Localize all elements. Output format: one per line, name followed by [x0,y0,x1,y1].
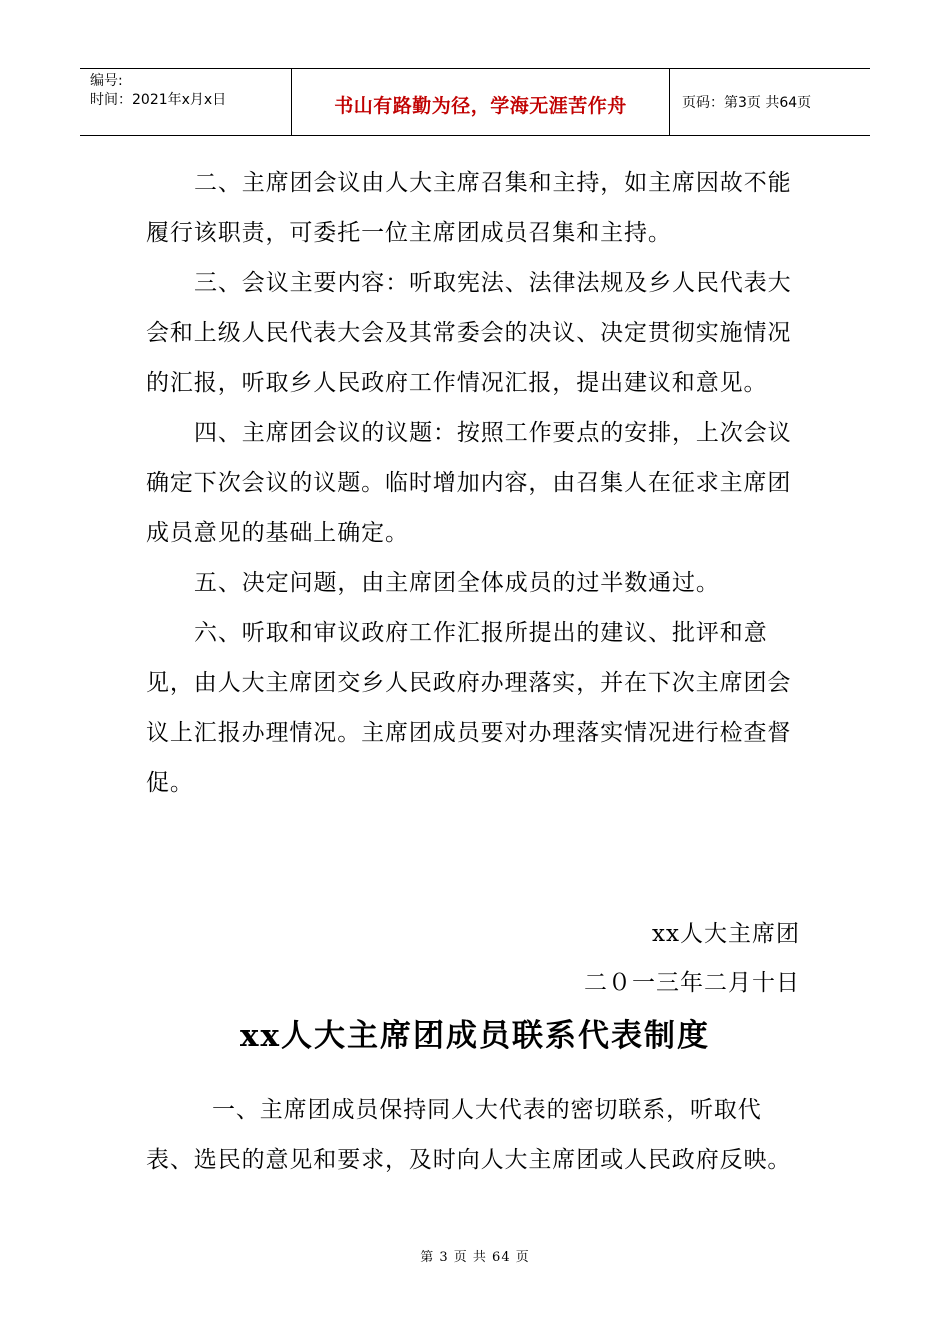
section-body [146,1085,801,1185]
paragraph-4: 四、主席团会议的议题：按照工作要点的安排，上次会议确定下次会议的议题。临时增加内容，由召集人在征求主席团成员意见的基础上确定。 [146,420,792,546]
header-meta [80,69,292,136]
header-page-info: 页码：第3页 共64页 [670,69,871,136]
paragraph-5: 五、决定问题，由主席团全体成员的过半数通过。 [194,570,720,596]
page-footer: 第 3 页 共 64 页 [420,1250,530,1265]
signature-date: 二０一三年二月十日 [584,970,800,996]
paragraph-2: 二、主席团会议由人大主席召集和主持，如主席因故不能履行该职责，可委托一位主席团成员召集和主持。 [146,170,792,246]
section-title: xx人大主席团成员联系代表制度 [240,1018,710,1054]
header-motto-cell [292,69,670,136]
body-text [146,158,796,808]
document-date: 时间：2021年x月x日 [90,92,227,108]
section-paragraph-1: 一、主席团成员保持同人大代表的密切联系，听取代表、选民的意见和要求，及时向人大主席团或人民政府反映。 [146,1097,792,1173]
paragraph-3: 三、会议主要内容：听取宪法、法律法规及乡人民代表大会和上级人民代表大会及其常委会的决议、决定贯彻实施情况的汇报，听取乡人民政府工作情况汇报，提出建议和意见。 [146,270,792,396]
header-motto: 书山有路勤为径，学海无涯苦作舟 [334,94,627,117]
signature-org: xx人大主席团 [652,921,800,947]
page-header [80,68,870,136]
document-number-label: 编号: [90,73,123,89]
paragraph-6: 六、听取和审议政府工作汇报所提出的建议、批评和意见，由人大主席团交乡人民政府办理落实，并在下次主席团会议上汇报办理情况。主席团成员要对办理落实情况进行检查督促。 [146,620,792,796]
